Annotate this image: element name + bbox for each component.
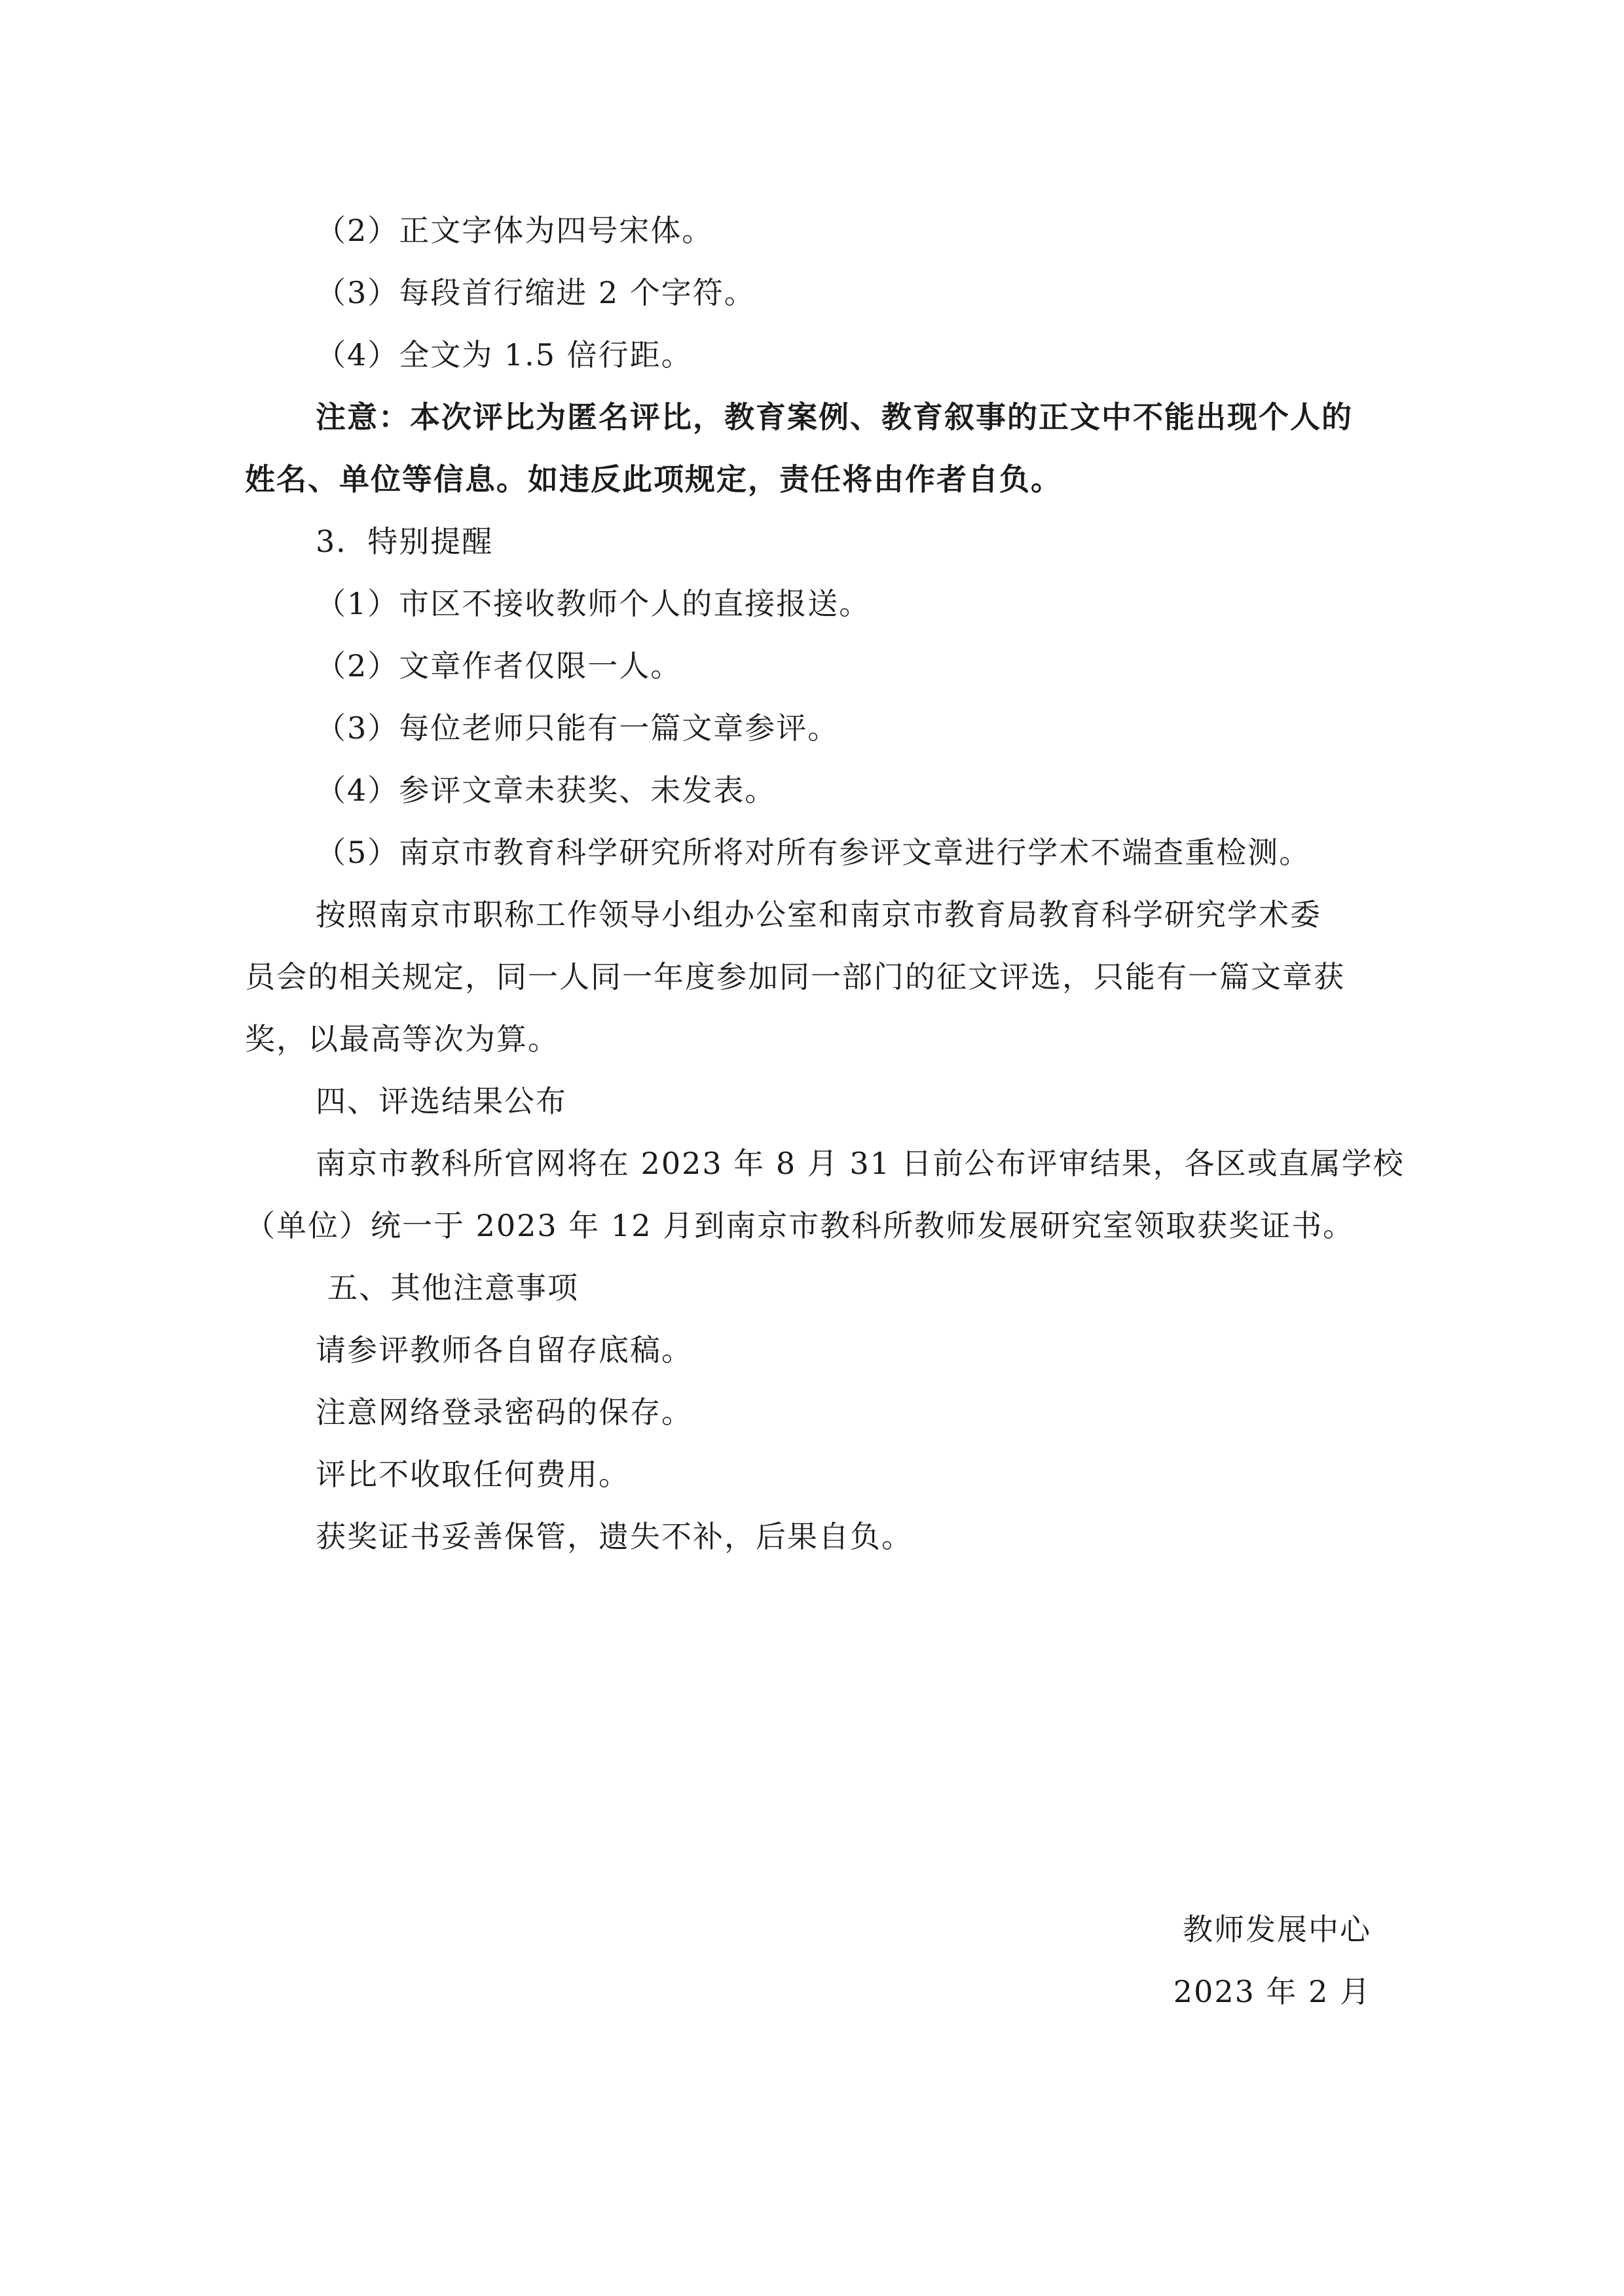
section-5-item-1: 请参评教师各自留存底稿。 — [316, 1332, 693, 1368]
section-4-line-2: （单位）统一于 2023 年 12 月到南京市教科所教师发展研究室领取获奖证书。 — [245, 1208, 1355, 1243]
notice-line-2: 姓名、单位等信息。如违反此项规定，责任将由作者自负。 — [245, 462, 1062, 497]
section-5-item-3: 评比不收取任何费用。 — [316, 1457, 630, 1492]
rule-paragraph-line-2: 员会的相关规定，同一人同一年度参加同一部门的征文评选，只能有一篇文章获 — [245, 959, 1345, 994]
reminder-item-3: （3）每位老师只能有一篇文章参评。 — [316, 710, 840, 746]
format-item-2: （2）正文字体为四号宋体。 — [316, 213, 714, 248]
format-item-4: （4）全文为 1.5 倍行距。 — [316, 337, 693, 373]
reminder-item-1: （1）市区不接收教师个人的直接报送。 — [316, 586, 871, 621]
notice-line-1: 注意：本次评比为匿名评比，教育案例、教育叙事的正文中不能出现个人的 — [316, 399, 1353, 435]
section-5-heading: 五、其他注意事项 — [327, 1270, 579, 1305]
reminder-item-5: （5）南京市教育科学研究所将对所有参评文章进行学术不端查重检测。 — [316, 835, 1311, 870]
format-item-3: （3）每段首行缩进 2 个字符。 — [316, 275, 756, 310]
rule-paragraph-line-1: 按照南京市职称工作领导小组办公室和南京市教育局教育科学研究学术委 — [316, 897, 1321, 932]
reminder-item-4: （4）参评文章未获奖、未发表。 — [316, 773, 777, 808]
signature-org: 教师发展中心 — [1183, 1912, 1371, 1947]
section-4-heading: 四、评选结果公布 — [316, 1084, 567, 1119]
signature-date: 2023 年 2 月 — [1173, 1974, 1371, 2009]
section-5-item-4: 获奖证书妥善保管，遗失不补，后果自负。 — [316, 1519, 913, 1554]
special-reminder-heading: 3．特别提醒 — [316, 524, 494, 559]
section-5-item-2: 注意网络登录密码的保存。 — [316, 1394, 693, 1430]
reminder-item-2: （2）文章作者仅限一人。 — [316, 648, 682, 683]
rule-paragraph-line-3: 奖，以最高等次为算。 — [245, 1021, 559, 1057]
section-4-line-1: 南京市教科所官网将在 2023 年 8 月 31 日前公布评审结果，各区或直属学校 — [316, 1146, 1405, 1181]
